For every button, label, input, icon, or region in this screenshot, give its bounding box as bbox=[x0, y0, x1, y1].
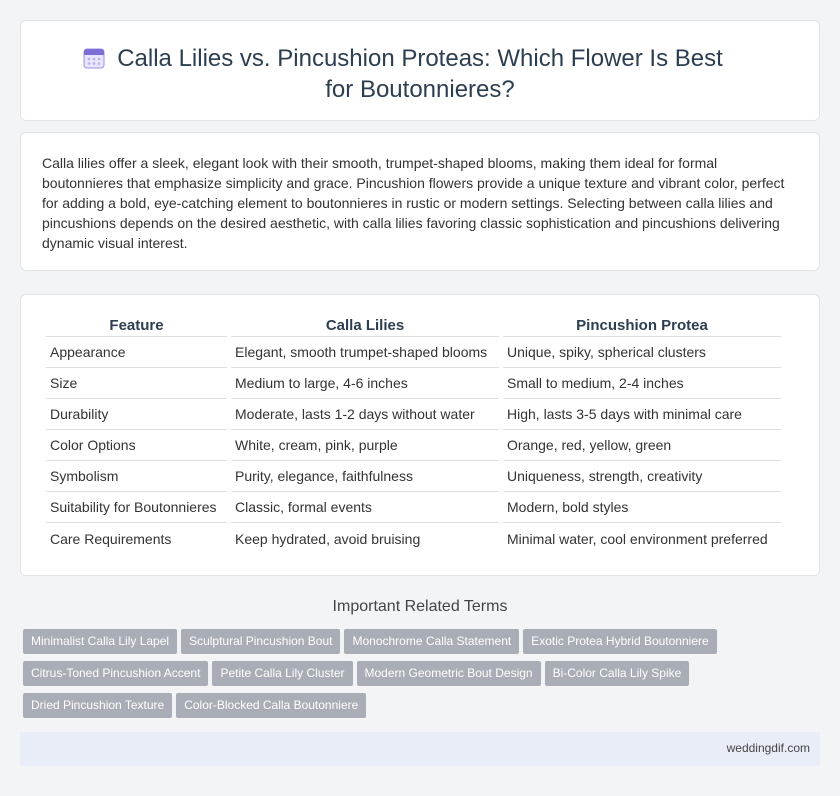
table-cell: Color Options bbox=[46, 430, 227, 461]
table-cell: Unique, spiky, spherical clusters bbox=[503, 337, 781, 368]
header-card bbox=[20, 20, 820, 121]
term-tag[interactable]: Monochrome Calla Statement bbox=[344, 629, 519, 654]
comparison-table-card bbox=[20, 294, 820, 576]
table-cell: High, lasts 3-5 days with minimal care bbox=[503, 399, 781, 430]
table-row bbox=[46, 337, 781, 368]
table-cell: Moderate, lasts 1-2 days without water bbox=[231, 399, 499, 430]
table-row bbox=[46, 430, 781, 461]
table-cell: Small to medium, 2-4 inches bbox=[503, 368, 781, 399]
term-tag[interactable]: Petite Calla Lily Cluster bbox=[212, 661, 352, 686]
table-row bbox=[46, 523, 781, 554]
table-row bbox=[46, 368, 781, 399]
term-tag[interactable]: Sculptural Pincushion Bout bbox=[181, 629, 340, 654]
table-cell: Modern, bold styles bbox=[503, 492, 781, 523]
table-cell: Suitability for Boutonnieres bbox=[46, 492, 227, 523]
term-tag[interactable]: Exotic Protea Hybrid Boutonniere bbox=[523, 629, 716, 654]
term-tag[interactable]: Citrus-Toned Pincushion Accent bbox=[23, 661, 208, 686]
table-cell: Orange, red, yellow, green bbox=[503, 430, 781, 461]
table-cell: Medium to large, 4-6 inches bbox=[231, 368, 499, 399]
table-cell: Keep hydrated, avoid bruising bbox=[235, 530, 421, 547]
table-cell: Elegant, smooth trumpet-shaped blooms bbox=[231, 337, 499, 368]
term-tag[interactable]: Minimalist Calla Lily Lapel bbox=[23, 629, 177, 654]
intro-card bbox=[20, 132, 820, 271]
header-calla-lilies: Calla Lilies bbox=[231, 315, 499, 337]
table-row bbox=[46, 461, 781, 492]
page-title: Calla Lilies vs. Pincushion Proteas: Which Flower Is Best for Boutonnieres? bbox=[117, 45, 723, 103]
intro-paragraph: Calla lilies offer a sleek, elegant look with their smooth, trumpet-shaped blooms, making them ideal for formal boutonnieres that emphasize simplicity and grace. Pincushion flowers provide a unique texture and vibrant color, perfect for adding a bold, eye-catching element to boutonnieres in rustic or modern settings. Selecting between calla lilies and pincushions depends on the desired aesthetic, with calla lilies favoring classic sophistication and pincushions delivering dynamic visual interest. bbox=[42, 155, 785, 251]
table-row bbox=[46, 399, 781, 430]
header-feature: Feature bbox=[46, 315, 227, 337]
related-terms-tags bbox=[23, 629, 743, 725]
table-cell: Appearance bbox=[46, 337, 227, 368]
table-header-row bbox=[46, 315, 781, 337]
table-cell: White, cream, pink, purple bbox=[231, 430, 499, 461]
table-cell: Purity, elegance, faithfulness bbox=[231, 461, 499, 492]
related-terms-heading: Important Related Terms bbox=[332, 598, 508, 615]
term-tag[interactable]: Dried Pincushion Texture bbox=[23, 693, 172, 718]
footer-site-link[interactable]: weddingdif.com bbox=[726, 741, 810, 755]
term-tag[interactable]: Bi-Color Calla Lily Spike bbox=[545, 661, 690, 686]
table-cell: Durability bbox=[46, 399, 227, 430]
table-cell: Minimal water, cool environment preferred bbox=[507, 530, 768, 547]
footer bbox=[20, 732, 820, 766]
table-cell: Symbolism bbox=[46, 461, 227, 492]
table-cell: Uniqueness, strength, creativity bbox=[503, 461, 781, 492]
term-tag[interactable]: Modern Geometric Bout Design bbox=[357, 661, 541, 686]
table-cell: Care Requirements bbox=[50, 530, 172, 547]
table-cell: Classic, formal events bbox=[231, 492, 499, 523]
table-row bbox=[46, 492, 781, 523]
term-tag[interactable]: Color-Blocked Calla Boutonniere bbox=[176, 693, 366, 718]
header-pincushion-protea: Pincushion Protea bbox=[503, 315, 781, 337]
table-cell: Size bbox=[46, 368, 227, 399]
comparison-table bbox=[42, 315, 785, 554]
